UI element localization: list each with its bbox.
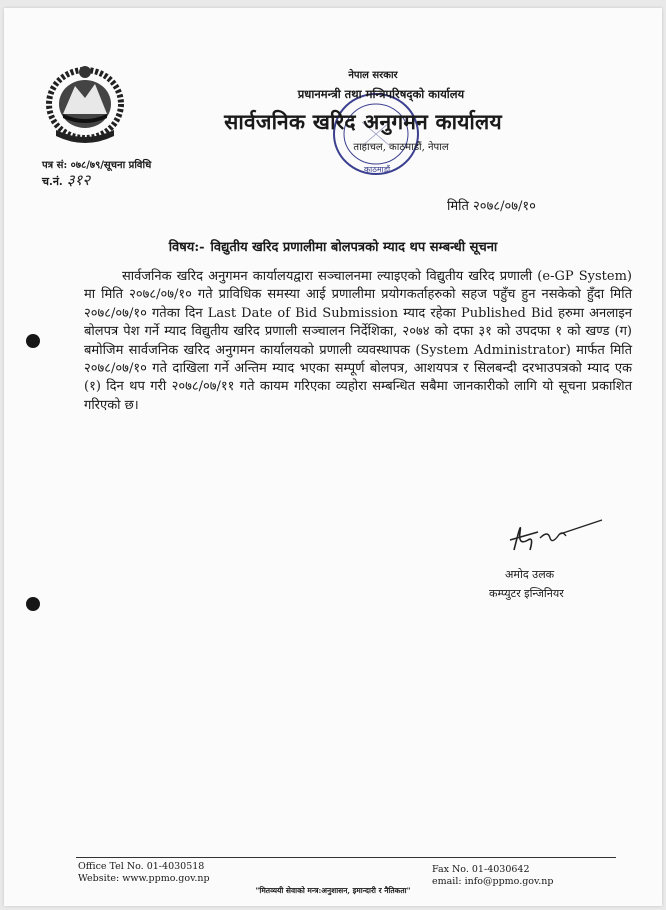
footer-fax: Fax No. 01-4030642 xyxy=(432,864,530,875)
office-title: सार्वजनिक खरिद अनुगमन कार्यालय xyxy=(224,109,502,134)
office-address: ताहाचल, काठमाडौं, नेपाल xyxy=(353,142,449,153)
signature-icon xyxy=(500,510,610,566)
footer-email: email: info@ppmo.gov.np xyxy=(432,876,554,887)
dispatch-value: ३१२ xyxy=(66,171,91,189)
signatory-name: अमोद उलक xyxy=(505,568,555,581)
dispatch-number xyxy=(42,170,90,190)
punch-hole-bottom xyxy=(26,597,40,611)
notice-body: सार्वजनिक खरिद अनुगमन कार्यालयद्वारा सञ्चालनमा ल्याइएको विद्युतीय खरिद प्रणाली (e-GP System) मा मिति २०७८/०७/१० गते प्राविधिक समस्या आई प्रणालीमा प्रयोगकर्ताहरुको सहज पहुँच हुन नसकेको हुँदा मिति २०७८/०७/१० गतेका दिन Last Date of Bid Submission म्याद रहेका Published Bid हरुमा अनलाइन बोलपत्र पेश गर्ने म्याद विद्युतीय खरिद प्रणाली सञ्चालन निर्देशिका, २०७४ को दफा ३१ को उपदफा १ को खण्ड (ग) बमोजिम सार्वजनिक खरिद अनुगमन कार्यालयको प्रणाली व्यवस्थापक (System Administrator) मार्फत मिति २०७८/०७/१० गते दाखिला गर्ने अन्तिम म्याद भएका सम्पूर्ण बोलपत्र, आशयपत्र र सिलबन्दी दरभाउपत्रको म्याद एक (१) दिन थप गरी २०७८/०७/११ गते कायम गरिएका व्यहोरा सम्बन्धित सबैमा जानकारीको लागि यो सूचना प्रकाशित गरिएको छ। xyxy=(84,269,632,413)
footer-motto: "मितव्ययी सेवाको मन्त्र:अनुशासन, इमान्दारी र नैतिकता" xyxy=(255,886,411,895)
letter-date: मिति २०७८/०७/१० xyxy=(447,199,536,214)
svg-text:काठमाडौं: काठमाडौं xyxy=(364,165,391,174)
subject-line xyxy=(0,237,666,255)
footer-divider xyxy=(76,857,616,858)
parent-ministry: प्रधानमन्त्री तथा मन्त्रिपरिषद्‌को कार्यालय xyxy=(297,87,465,101)
footer-phone: Office Tel No. 01-4030518 xyxy=(78,861,205,872)
subject-text: विद्युतीय खरिद प्रणालीमा बोलपत्रको म्याद थप सम्बन्धी सूचना xyxy=(210,240,498,255)
subject-label: विषय:- xyxy=(168,240,205,255)
signatory-title: कम्प्युटर इन्जिनियर xyxy=(489,587,564,600)
dispatch-label: च.नं. xyxy=(42,175,63,188)
punch-hole-top xyxy=(26,334,40,348)
letter-reference-number: पत्र सं: ०७८/७९/सूचना प्रविधि xyxy=(42,160,152,171)
footer-website: Website: www.ppmo.gov.np xyxy=(78,873,210,884)
government-name: नेपाल सरकार xyxy=(348,70,398,81)
